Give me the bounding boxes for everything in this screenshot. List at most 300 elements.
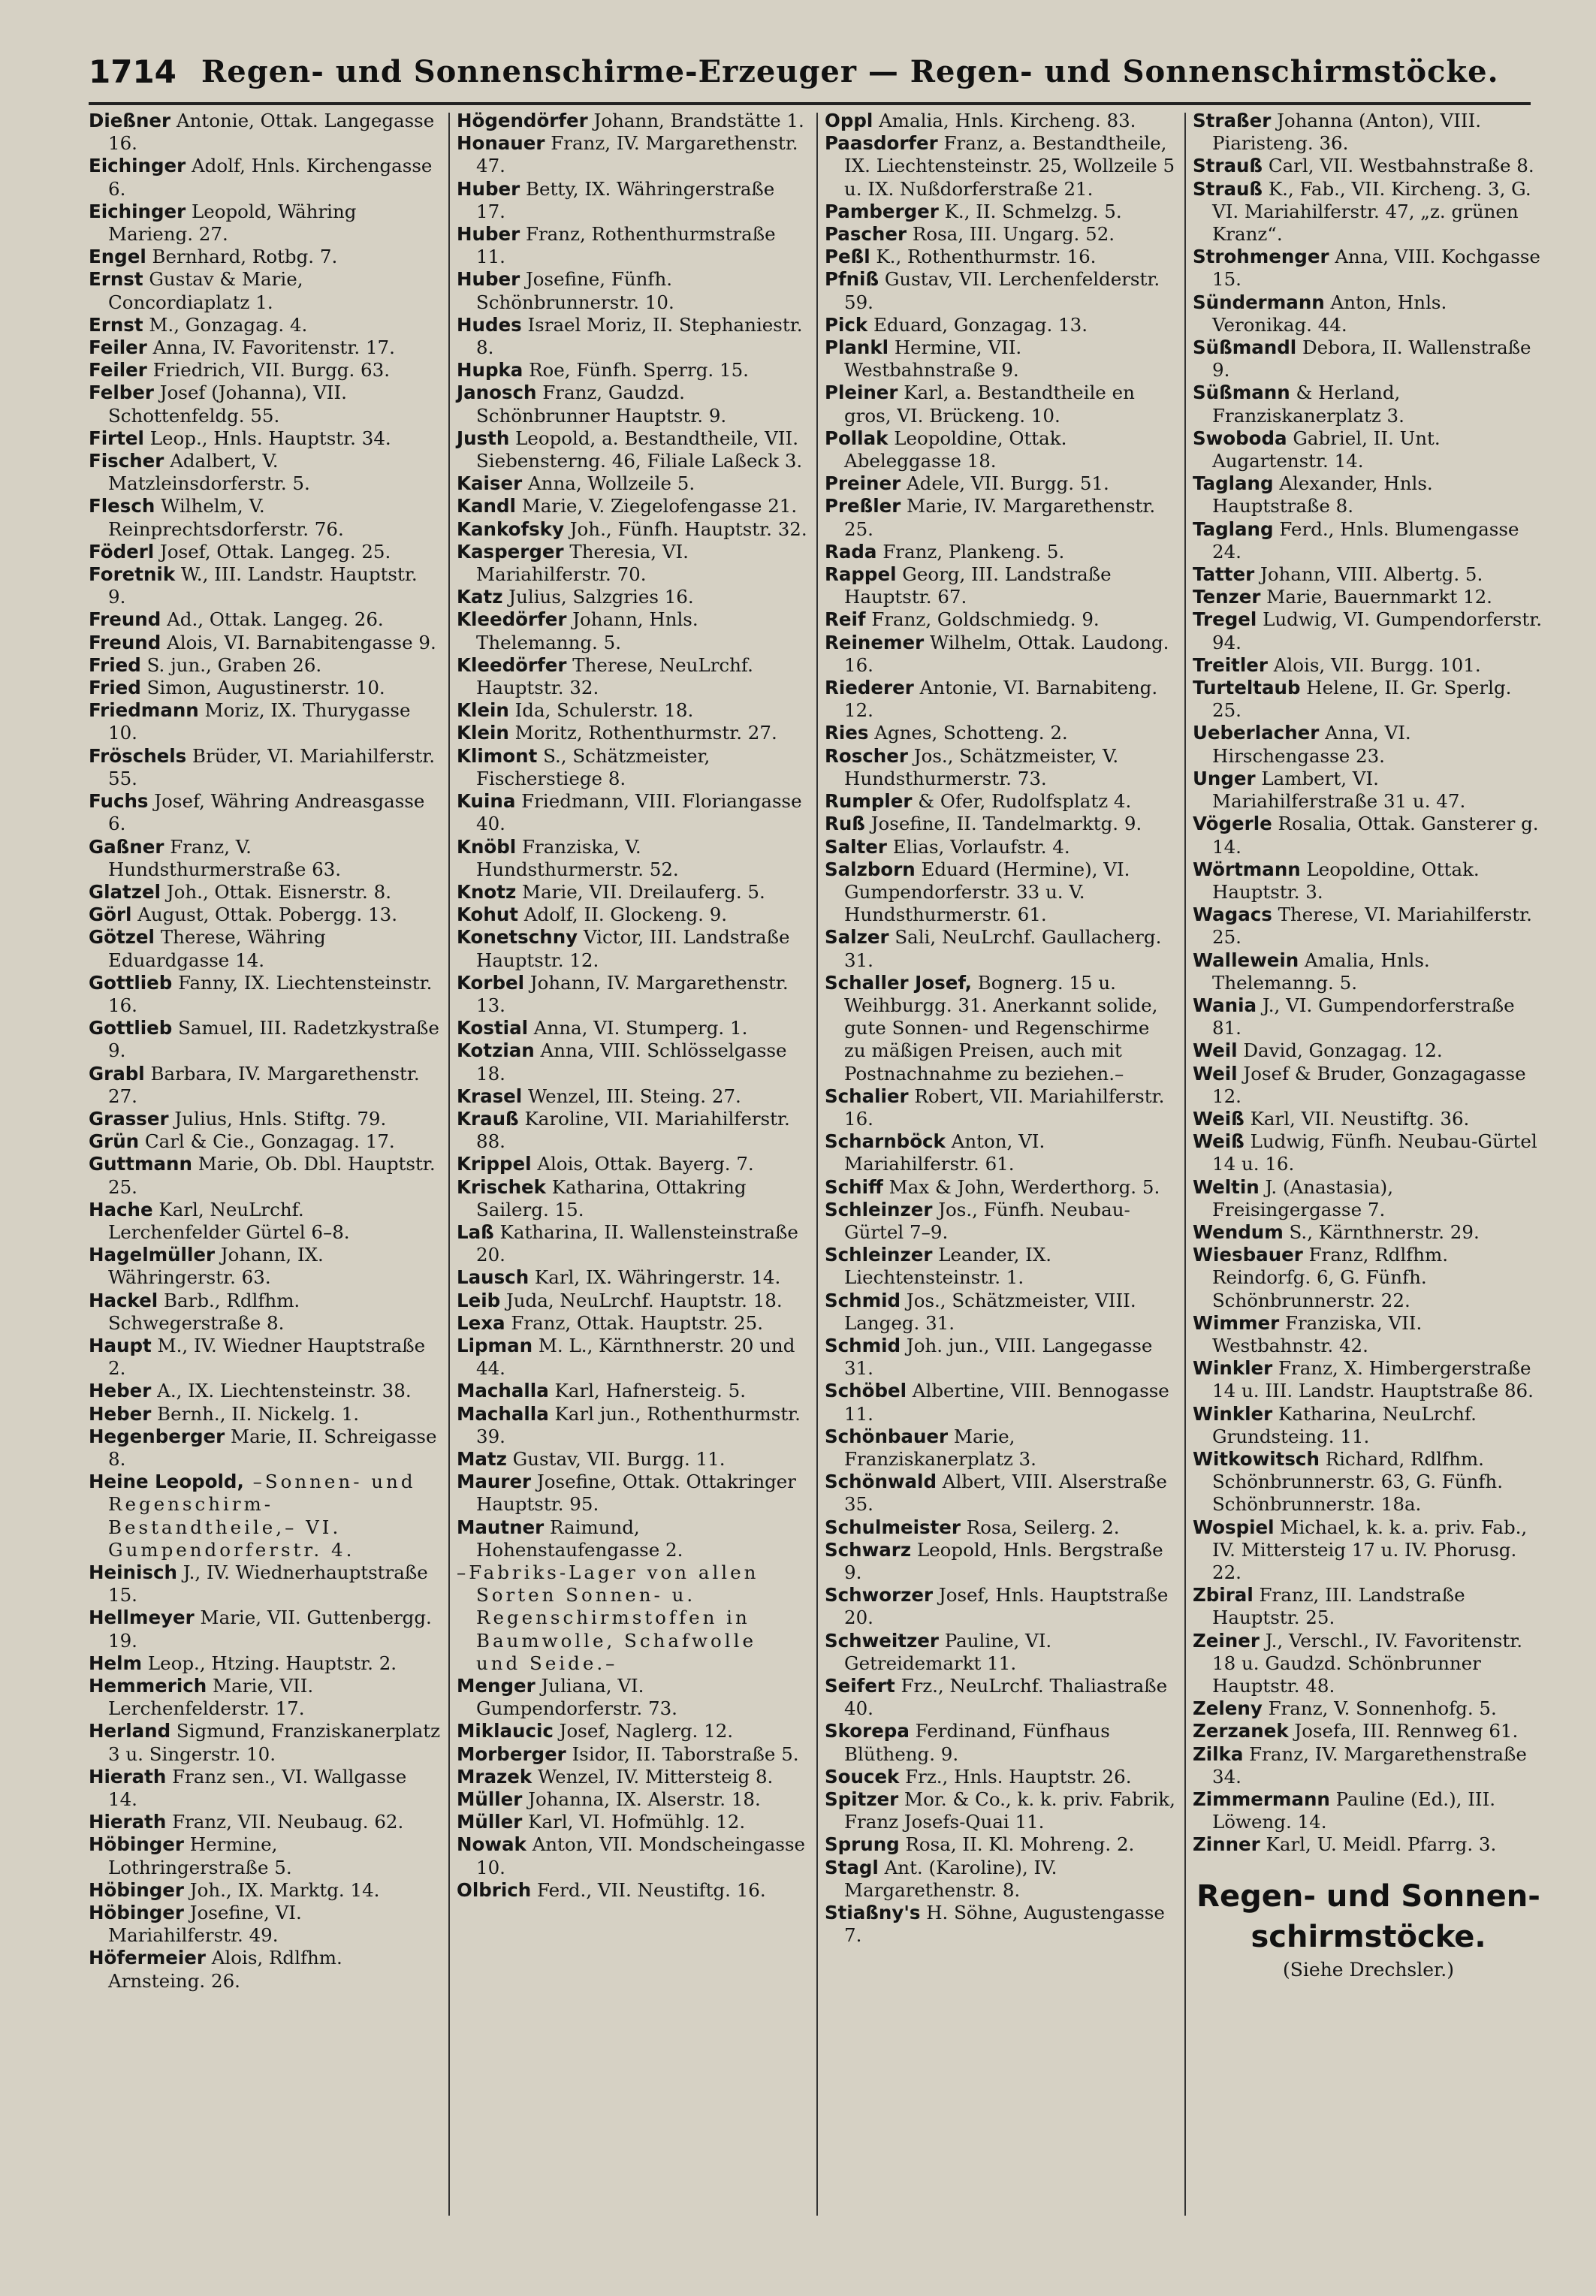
entry-details: Fanny, IX. Liechtensteinstr. 16. bbox=[108, 971, 433, 1016]
entry-name: Klimont bbox=[457, 744, 538, 767]
entry-name: Kohut bbox=[457, 904, 518, 926]
entry-details: Ida, Schulerstr. 18. bbox=[508, 699, 694, 722]
directory-entry bbox=[825, 722, 1176, 744]
entry-name: Kaiser bbox=[457, 472, 523, 495]
entry-name: Lexa bbox=[457, 1311, 505, 1334]
entry-details: Alexander, Hnls. Hauptstraße 8. bbox=[1212, 472, 1433, 517]
entry-name: Rada bbox=[825, 540, 877, 563]
entry-name: Schleinzer bbox=[825, 1198, 933, 1220]
directory-entry bbox=[1193, 563, 1544, 586]
entry-name: Gaßner bbox=[89, 835, 164, 858]
entry-details: Joh., IX. Marktg. 14. bbox=[183, 1878, 380, 1901]
entry-details: Barbara, IV. Margarethenstr. 27. bbox=[108, 1062, 420, 1107]
entry-details: Adolf, Hnls. Kirchengasse 6. bbox=[108, 155, 433, 200]
entry-name: Olbrich bbox=[457, 1878, 532, 1901]
entry-details: Frz., NeuLrchf. Thaliastraße 40. bbox=[844, 1675, 1168, 1720]
entry-name: Helm bbox=[89, 1652, 143, 1674]
entry-name: Winkler bbox=[1193, 1402, 1273, 1425]
entry-name: Menger bbox=[457, 1675, 536, 1697]
entry-name: Heber bbox=[89, 1402, 152, 1425]
entry-name: Fuchs bbox=[89, 790, 149, 813]
directory-entry bbox=[89, 314, 440, 336]
directory-entry bbox=[825, 1380, 1176, 1425]
entry-name: Machalla bbox=[457, 1380, 549, 1402]
entry-name: Kleedörfer bbox=[457, 653, 567, 676]
entry-details: Franziska, V. Hundsthurmerstr. 52. bbox=[476, 835, 679, 880]
entry-name: Görl bbox=[89, 904, 132, 926]
directory-entry bbox=[825, 1788, 1176, 1833]
entry-details: Leopoldine, Ottak. Hauptstr. 3. bbox=[1212, 858, 1480, 903]
entry-details: Franz, Ottak. Hauptstr. 25. bbox=[505, 1311, 764, 1334]
entry-details: Karl jun., Rothenthurmstr. 39. bbox=[476, 1402, 801, 1447]
entry-name: Strauß bbox=[1193, 177, 1263, 200]
entry-details: Karl, U. Meidl. Pfarrg. 3. bbox=[1260, 1833, 1497, 1856]
entry-name: Paasdorfer bbox=[825, 132, 938, 155]
entry-name: Höbinger bbox=[89, 1902, 184, 1924]
directory-entry bbox=[89, 155, 440, 200]
entry-details: Franz, IV. Margarethenstraße 34. bbox=[1212, 1742, 1527, 1788]
entry-details: Pauline, VI. Getreidemarkt 11. bbox=[844, 1629, 1052, 1674]
entry-details: Franz, III. Landstraße Hauptstr. 25. bbox=[1212, 1584, 1465, 1629]
directory-entry bbox=[457, 1561, 808, 1675]
entry-details: Josefine, Ottak. Ottakringer Hauptstr. 95. bbox=[476, 1471, 797, 1516]
column-3 bbox=[825, 110, 1176, 1947]
directory-entry bbox=[89, 382, 440, 427]
directory-entry bbox=[1193, 1039, 1544, 1062]
entry-details: Leop., Htzing. Hauptstr. 2. bbox=[142, 1652, 397, 1674]
entry-details: Robert, VII. Mariahilferstr. 16. bbox=[844, 1085, 1165, 1130]
entry-name: Feiler bbox=[89, 359, 147, 382]
entry-details: Debora, II. Wallenstraße 9. bbox=[1212, 336, 1531, 382]
directory-entry bbox=[457, 382, 808, 427]
entry-details: H. Söhne, Augustengasse 7. bbox=[844, 1902, 1165, 1947]
entry-details: Franz, Plankeng. 5. bbox=[876, 540, 1065, 563]
entry-name: Huber bbox=[457, 268, 520, 291]
directory-entry bbox=[457, 1221, 808, 1266]
directory-entry bbox=[1193, 1584, 1544, 1629]
entry-details: Anton, Hnls. Veronikag. 44. bbox=[1212, 291, 1447, 336]
entry-details: Anna, Wollzeile 5. bbox=[522, 472, 695, 495]
directory-entry bbox=[89, 1108, 440, 1130]
entry-name: Schöbel bbox=[825, 1380, 907, 1402]
entry-name: Pascher bbox=[825, 223, 907, 246]
entry-details: Ferd., VII. Neustiftg. 16. bbox=[531, 1878, 766, 1901]
directory-entry bbox=[457, 1335, 808, 1380]
entry-name: Weil bbox=[1193, 1062, 1238, 1085]
entry-name: Swoboda bbox=[1193, 427, 1287, 449]
entry-name: Hache bbox=[89, 1198, 153, 1220]
directory-entry bbox=[457, 1833, 808, 1878]
directory-entry bbox=[89, 1607, 440, 1652]
entry-details: Johann, IX. Währingerstr. 63. bbox=[108, 1244, 324, 1289]
entry-details: Lambert, VI. Mariahilferstraße 31 u. 47. bbox=[1212, 767, 1466, 813]
entry-details: Victor, III. Landstraße Hauptstr. 12. bbox=[476, 926, 790, 971]
entry-name: Zinner bbox=[1193, 1833, 1260, 1856]
entry-name: Grasser bbox=[89, 1107, 169, 1130]
directory-entry bbox=[825, 1176, 1176, 1199]
entry-name: Höfermeier bbox=[89, 1947, 206, 1969]
directory-entry bbox=[1193, 904, 1544, 949]
entry-name: Heine Leopold, bbox=[89, 1471, 244, 1493]
directory-entry bbox=[1193, 677, 1544, 722]
entry-details: Anna, VIII. Kochgasse 15. bbox=[1212, 246, 1540, 291]
directory-entry bbox=[1193, 1788, 1544, 1833]
entry-name: Glatzel bbox=[89, 880, 161, 903]
directory-entry bbox=[825, 1426, 1176, 1471]
entry-details: Marie, II. Schreigasse 8. bbox=[108, 1425, 437, 1470]
entry-details: Katharina, II. Wallensteinstraße 20. bbox=[476, 1220, 798, 1266]
entry-name: Reinemer bbox=[825, 631, 925, 653]
entry-name: Schönwald bbox=[825, 1471, 937, 1493]
entry-details: Richard, Rdlfhm. Schönbrunnerstr. 63, G. Fünfh. Schönbrunnerstr. 18a. bbox=[1212, 1447, 1503, 1516]
entry-details: Karl, NeuLrchf. Lerchenfelder Gürtel 6–8. bbox=[108, 1198, 350, 1243]
entry-name: Huber bbox=[457, 177, 520, 200]
entry-name: Schönbauer bbox=[825, 1425, 949, 1447]
directory-entry bbox=[1193, 1630, 1544, 1698]
entry-name: Krauß bbox=[457, 1107, 519, 1130]
entry-name: Taglang bbox=[1193, 472, 1274, 495]
entry-name: Wania bbox=[1193, 994, 1257, 1016]
directory-entry bbox=[89, 904, 440, 926]
entry-name: Pollak bbox=[825, 427, 889, 449]
entry-name: Scharnböck bbox=[825, 1130, 946, 1153]
entry-name: Müller bbox=[457, 1811, 523, 1833]
entry-details: Barb., Rdlfhm. Schwegerstraße 8. bbox=[108, 1289, 300, 1334]
entry-name: Klein bbox=[457, 699, 509, 722]
directory-entry bbox=[457, 1675, 808, 1720]
entry-details: Marie, VII. Dreilauferg. 5. bbox=[516, 880, 765, 903]
entry-details: Alois, Rdlfhm. Arnsteing. 26. bbox=[108, 1947, 342, 1992]
entry-name: Kankofsky bbox=[457, 517, 564, 540]
entry-details: Ludwig, Fünfh. Neubau-Gürtel 14 u. 16. bbox=[1212, 1130, 1537, 1175]
entry-details: –Fabriks-Lager von allen Sorten Sonnen- u. Regenschirmstoffen in Baumwolle, Schafwolle und Seide.– bbox=[457, 1561, 759, 1674]
entry-name: Hupka bbox=[457, 359, 523, 382]
entry-details: Josef, Währing Andreasgasse 6. bbox=[108, 790, 425, 835]
column-divider bbox=[1184, 113, 1186, 2216]
directory-entry bbox=[457, 223, 808, 268]
entry-details: Franz, Rdlfhm. Reindorfg. 6, G. Fünfh. Schönbrunnerstr. 22. bbox=[1212, 1244, 1449, 1311]
entry-details: Alois, VII. Burgg. 101. bbox=[1267, 653, 1481, 676]
directory-entry bbox=[825, 336, 1176, 382]
entry-details: & Herland, Franziskanerplatz 3. bbox=[1212, 382, 1404, 427]
entry-details: Theresia, VI. Mariahilferstr. 70. bbox=[476, 540, 689, 586]
directory-entry bbox=[457, 881, 808, 904]
directory-entry bbox=[825, 608, 1176, 631]
directory-entry bbox=[457, 1108, 808, 1153]
directory-entry bbox=[457, 178, 808, 223]
entry-name: Taglang bbox=[1193, 517, 1274, 540]
entry-name: Wagacs bbox=[1193, 904, 1272, 926]
directory-entry bbox=[89, 1426, 440, 1471]
entry-details: Franz, Rothenthurmstraße 11. bbox=[476, 223, 776, 268]
entry-details: A., IX. Liechtensteinstr. 38. bbox=[151, 1380, 412, 1402]
directory-entry bbox=[89, 1947, 440, 1992]
entry-details: Alois, VI. Barnabitengasse 9. bbox=[161, 631, 436, 653]
entry-details: J. (Anastasia), Freisingergasse 7. bbox=[1212, 1175, 1394, 1220]
entry-name: Witkowitsch bbox=[1193, 1447, 1320, 1470]
entry-details: Pauline (Ed.), III. Löweng. 14. bbox=[1212, 1788, 1496, 1833]
entry-details: Mor. & Co., k. k. priv. Fabrik, Franz Josefs-Quai 11. bbox=[844, 1788, 1175, 1833]
directory-entry bbox=[457, 1720, 808, 1742]
column-4 bbox=[1193, 110, 1544, 1983]
directory-entry bbox=[1193, 1403, 1544, 1448]
entry-name: Zerzanek bbox=[1193, 1720, 1289, 1742]
directory-entry bbox=[825, 563, 1176, 608]
directory-entry bbox=[89, 677, 440, 699]
entry-details: Karl, VI. Hofmühlg. 12. bbox=[522, 1811, 746, 1833]
entry-details: Albertine, VIII. Bennogasse 11. bbox=[844, 1380, 1169, 1425]
directory-entry bbox=[457, 586, 808, 608]
entry-details: Anna, VI. Hirschengasse 23. bbox=[1212, 722, 1411, 767]
directory-entry bbox=[457, 1176, 808, 1221]
directory-entry bbox=[1193, 110, 1544, 155]
entry-details: Betty, IX. Währingerstraße 17. bbox=[476, 177, 775, 222]
entry-details: Elias, Vorlaufstr. 4. bbox=[887, 835, 1070, 858]
entry-details: Gabriel, II. Unt. Augartenstr. 14. bbox=[1212, 427, 1441, 472]
directory-entry bbox=[89, 450, 440, 495]
directory-entry bbox=[1193, 994, 1544, 1039]
entry-name: Leib bbox=[457, 1289, 501, 1311]
directory-entry bbox=[825, 495, 1176, 540]
directory-entry bbox=[89, 1675, 440, 1720]
entry-name: Tatter bbox=[1193, 563, 1255, 586]
entry-name: Vögerle bbox=[1193, 813, 1272, 835]
entry-details: Rosalia, Ottak. Gansterer g. 14. bbox=[1212, 813, 1539, 858]
entry-name: Schworzer bbox=[825, 1584, 934, 1607]
entry-details: W., III. Landstr. Hauptstr. 9. bbox=[108, 563, 418, 608]
entry-details: Franz, V. Sonnenhofg. 5. bbox=[1262, 1697, 1497, 1720]
entry-details: Leopold, Währing Marieng. 27. bbox=[108, 200, 357, 246]
directory-entry bbox=[457, 110, 808, 132]
entry-name: Strauß bbox=[1193, 155, 1263, 177]
directory-entry bbox=[89, 881, 440, 904]
entry-details: Antonie, VI. Barnabiteng. 12. bbox=[844, 677, 1158, 722]
directory-entry bbox=[89, 1130, 440, 1153]
entry-name: Ernst bbox=[89, 268, 143, 291]
page-header bbox=[89, 45, 1531, 98]
entry-name: Salter bbox=[825, 835, 887, 858]
entry-name: Mautner bbox=[457, 1516, 545, 1538]
directory-entry bbox=[457, 654, 808, 699]
directory-entry bbox=[1193, 813, 1544, 858]
entry-details: Marie, VII. Guttenbergg. 19. bbox=[108, 1607, 432, 1652]
entry-name: Knotz bbox=[457, 880, 517, 903]
entry-details: Josef & Bruder, Gonzagagasse 12. bbox=[1212, 1062, 1526, 1107]
entry-name: Wörtmann bbox=[1193, 858, 1301, 880]
entry-details: Franz, a. Bestandtheile, IX. Liechtensteinstr. 25, Wollzeile 5 u. IX. Nußdorferstraße 21. bbox=[844, 132, 1175, 200]
directory-entry bbox=[1193, 1697, 1544, 1720]
directory-entry bbox=[825, 972, 1176, 1085]
entry-name: Seifert bbox=[825, 1675, 895, 1697]
entry-name: Hagelmüller bbox=[89, 1244, 216, 1266]
entry-name: Lausch bbox=[457, 1266, 529, 1289]
entry-details: Eduard, Gonzagag. 13. bbox=[867, 313, 1088, 336]
directory-entry bbox=[89, 1652, 440, 1675]
entry-details: Julius, Salzgries 16. bbox=[502, 586, 694, 608]
entry-details: Johann, VIII. Albertg. 5. bbox=[1254, 563, 1483, 586]
entry-details: Friedrich, VII. Burgg. 63. bbox=[146, 359, 391, 382]
directory-entry bbox=[1193, 246, 1544, 291]
column-2 bbox=[457, 110, 808, 1902]
entry-name: Pamberger bbox=[825, 200, 939, 222]
entry-details: Therese, NeuLrchf. Hauptstr. 32. bbox=[476, 653, 753, 699]
entry-name: Schaller Josef, bbox=[825, 971, 972, 994]
entry-name: Eichinger bbox=[89, 200, 186, 222]
entry-details: K., Rothenthurmstr. 16. bbox=[870, 246, 1097, 268]
directory-entry bbox=[89, 1063, 440, 1108]
entry-name: Höbinger bbox=[89, 1833, 184, 1856]
directory-entry bbox=[457, 1471, 808, 1516]
directory-entry bbox=[825, 427, 1176, 472]
entry-details: Israel Moriz, II. Stephaniestr. 8. bbox=[476, 313, 803, 359]
entry-name: Hegenberger bbox=[89, 1425, 225, 1447]
entry-details: Franz, Gaudzd. Schönbrunner Hauptstr. 9. bbox=[476, 382, 727, 427]
entry-name: Felber bbox=[89, 382, 154, 404]
entry-name: Soucek bbox=[825, 1765, 900, 1788]
entry-details: K., II. Schmelzg. 5. bbox=[938, 200, 1122, 222]
entry-details: Josef, Ottak. Langeg. 25. bbox=[154, 540, 391, 563]
entry-details: Josefine, VI. Mariahilferstr. 49. bbox=[108, 1902, 302, 1947]
entry-details: Franz, VII. Neubaug. 62. bbox=[166, 1811, 404, 1833]
entry-name: Weltin bbox=[1193, 1175, 1260, 1198]
entry-details: Anna, VIII. Schlösselgasse 18. bbox=[476, 1039, 787, 1085]
entry-name: Pleiner bbox=[825, 382, 898, 404]
directory-entry bbox=[457, 926, 808, 971]
entry-details: Marie, Franziskanerplatz 3. bbox=[844, 1425, 1036, 1470]
directory-entry bbox=[825, 1720, 1176, 1765]
entry-details: Johann, IV. Margarethenstr. 13. bbox=[476, 971, 789, 1016]
entry-name: Gottlieb bbox=[89, 971, 173, 994]
entry-details: Johanna, IX. Alserstr. 18. bbox=[522, 1788, 761, 1811]
entry-name: Süßmandl bbox=[1193, 336, 1297, 359]
directory-entry bbox=[825, 836, 1176, 858]
entry-name: Fischer bbox=[89, 450, 164, 472]
directory-entry bbox=[89, 608, 440, 631]
entry-name: Wendum bbox=[1193, 1220, 1284, 1243]
entry-details: Jos., Schätzmeister, VIII. Langeg. 31. bbox=[844, 1289, 1136, 1334]
directory-entry bbox=[825, 382, 1176, 427]
entry-name: Gottlieb bbox=[89, 1017, 173, 1039]
entry-name: Weiß bbox=[1193, 1107, 1245, 1130]
entry-details: Josef (Johanna), VII. Schottenfeldg. 55. bbox=[108, 382, 347, 427]
entry-details: Gustav, VII. Burgg. 11. bbox=[506, 1447, 726, 1470]
entry-details: Ferd., Hnls. Blumengasse 24. bbox=[1212, 517, 1519, 563]
entry-name: Konetschny bbox=[457, 926, 578, 949]
entry-details: Carl & Cie., Gonzagag. 17. bbox=[139, 1130, 395, 1153]
entry-name: Zilka bbox=[1193, 1742, 1244, 1765]
entry-name: Grün bbox=[89, 1130, 140, 1153]
directory-entry bbox=[89, 201, 440, 246]
entry-name: Süßmann bbox=[1193, 382, 1290, 404]
directory-entry bbox=[1193, 1357, 1544, 1402]
directory-entry bbox=[89, 495, 440, 540]
entry-details: Josef, Hnls. Hauptstraße 20. bbox=[844, 1584, 1169, 1629]
directory-entry bbox=[457, 1448, 808, 1471]
entry-name: Straßer bbox=[1193, 110, 1272, 131]
entry-details: Marie, V. Ziegelofengasse 21. bbox=[515, 495, 798, 517]
entry-details: Wilhelm, Ottak. Laudong. 16. bbox=[844, 631, 1169, 676]
entry-name: Schiff bbox=[825, 1175, 883, 1198]
entry-details: Georg, III. Landstraße Hauptstr. 67. bbox=[844, 563, 1112, 608]
directory-entry bbox=[457, 1153, 808, 1175]
entry-name: Zeleny bbox=[1193, 1697, 1263, 1720]
directory-entry bbox=[825, 1539, 1176, 1584]
entry-name: Foretnik bbox=[89, 563, 176, 586]
directory-entry bbox=[457, 722, 808, 744]
directory-entry bbox=[89, 1811, 440, 1833]
directory-entry bbox=[1193, 178, 1544, 246]
entry-details: M. L., Kärnthnerstr. 20 und 44. bbox=[476, 1334, 795, 1380]
header-rule bbox=[89, 102, 1531, 105]
entry-details: Ad., Ottak. Langeg. 26. bbox=[161, 608, 384, 631]
entry-details: Amalia, Hnls. Thelemanng. 5. bbox=[1212, 949, 1430, 994]
entry-details: J., VI. Gumpendorferstraße 81. bbox=[1212, 994, 1515, 1039]
entry-name: Schmid bbox=[825, 1334, 901, 1356]
directory-entry bbox=[89, 1902, 440, 1947]
entry-details: S., Schätzmeister, Fischerstiege 8. bbox=[476, 744, 711, 789]
entry-name: Hudes bbox=[457, 313, 522, 336]
directory-entry bbox=[457, 1290, 808, 1312]
directory-entry bbox=[89, 1290, 440, 1335]
entry-name: Wallewein bbox=[1193, 949, 1299, 971]
entry-details: Bognerg. 15 u. Weihburgg. 31. Anerkannt solide, gute Sonnen- und Regenschirme zu mäßigen Preisen, auch mit Postnachnahme zu beziehen.– bbox=[844, 971, 1158, 1085]
entry-details: M., Gonzagag. 4. bbox=[143, 313, 308, 336]
entry-details: Katharina, NeuLrchf. Grundsteing. 11. bbox=[1212, 1402, 1477, 1447]
entry-details: Hermine, Lothringerstraße 5. bbox=[108, 1833, 292, 1878]
entry-details: Ferdinand, Fünfhaus Blütheng. 9. bbox=[844, 1720, 1110, 1765]
entry-name: Janosch bbox=[457, 382, 537, 404]
entry-name: Kandl bbox=[457, 495, 516, 517]
entry-name: Tenzer bbox=[1193, 586, 1261, 608]
entry-details: K., Fab., VII. Kircheng. 3, G. VI. Mariahilferstr. 47, „z. grünen Kranz“. bbox=[1212, 177, 1531, 246]
directory-entry bbox=[457, 495, 808, 517]
entry-name: Justh bbox=[457, 427, 510, 449]
entry-name: Morberger bbox=[457, 1742, 566, 1765]
entry-details: Anton, VII. Mondscheingasse 10. bbox=[476, 1833, 806, 1878]
section-heading bbox=[1193, 1876, 1544, 1983]
directory-entry bbox=[457, 541, 808, 586]
entry-name: Krippel bbox=[457, 1153, 532, 1175]
entry-details: Juliana, VI. Gumpendorferstr. 73. bbox=[476, 1675, 677, 1720]
entry-name: Pick bbox=[825, 313, 868, 336]
directory-entry bbox=[1193, 586, 1544, 608]
directory-entry bbox=[1193, 1130, 1544, 1175]
directory-entry bbox=[1193, 1448, 1544, 1516]
entry-name: Kuina bbox=[457, 790, 516, 813]
entry-details: Josef, Naglerg. 12. bbox=[553, 1720, 734, 1742]
directory-entry bbox=[89, 359, 440, 382]
directory-entry bbox=[457, 1811, 808, 1833]
entry-details: Anton, VI. Mariahilferstr. 61. bbox=[844, 1130, 1045, 1175]
section-title-line-1: Regen- und Sonnen- bbox=[1196, 1878, 1540, 1914]
entry-name: Wospiel bbox=[1193, 1516, 1275, 1538]
directory-entry bbox=[1193, 1176, 1544, 1221]
directory-entry bbox=[89, 336, 440, 359]
entry-name: Rumpler bbox=[825, 790, 913, 813]
entry-name: Feiler bbox=[89, 336, 147, 359]
directory-entry bbox=[825, 1902, 1176, 1947]
entry-details: Max & John, Werderthorg. 5. bbox=[882, 1175, 1160, 1198]
directory-entry bbox=[89, 926, 440, 971]
entry-name: Preßler bbox=[825, 495, 901, 517]
entry-name: Herland bbox=[89, 1720, 171, 1742]
entry-name: Zimmermann bbox=[1193, 1788, 1330, 1811]
directory-entry bbox=[825, 1857, 1176, 1902]
entry-details: Therese, VI. Mariahilferstr. 25. bbox=[1212, 904, 1532, 949]
directory-entry bbox=[89, 1335, 440, 1380]
entry-name: Katz bbox=[457, 586, 503, 608]
entry-details: Anna, IV. Favoritenstr. 17. bbox=[146, 336, 395, 359]
